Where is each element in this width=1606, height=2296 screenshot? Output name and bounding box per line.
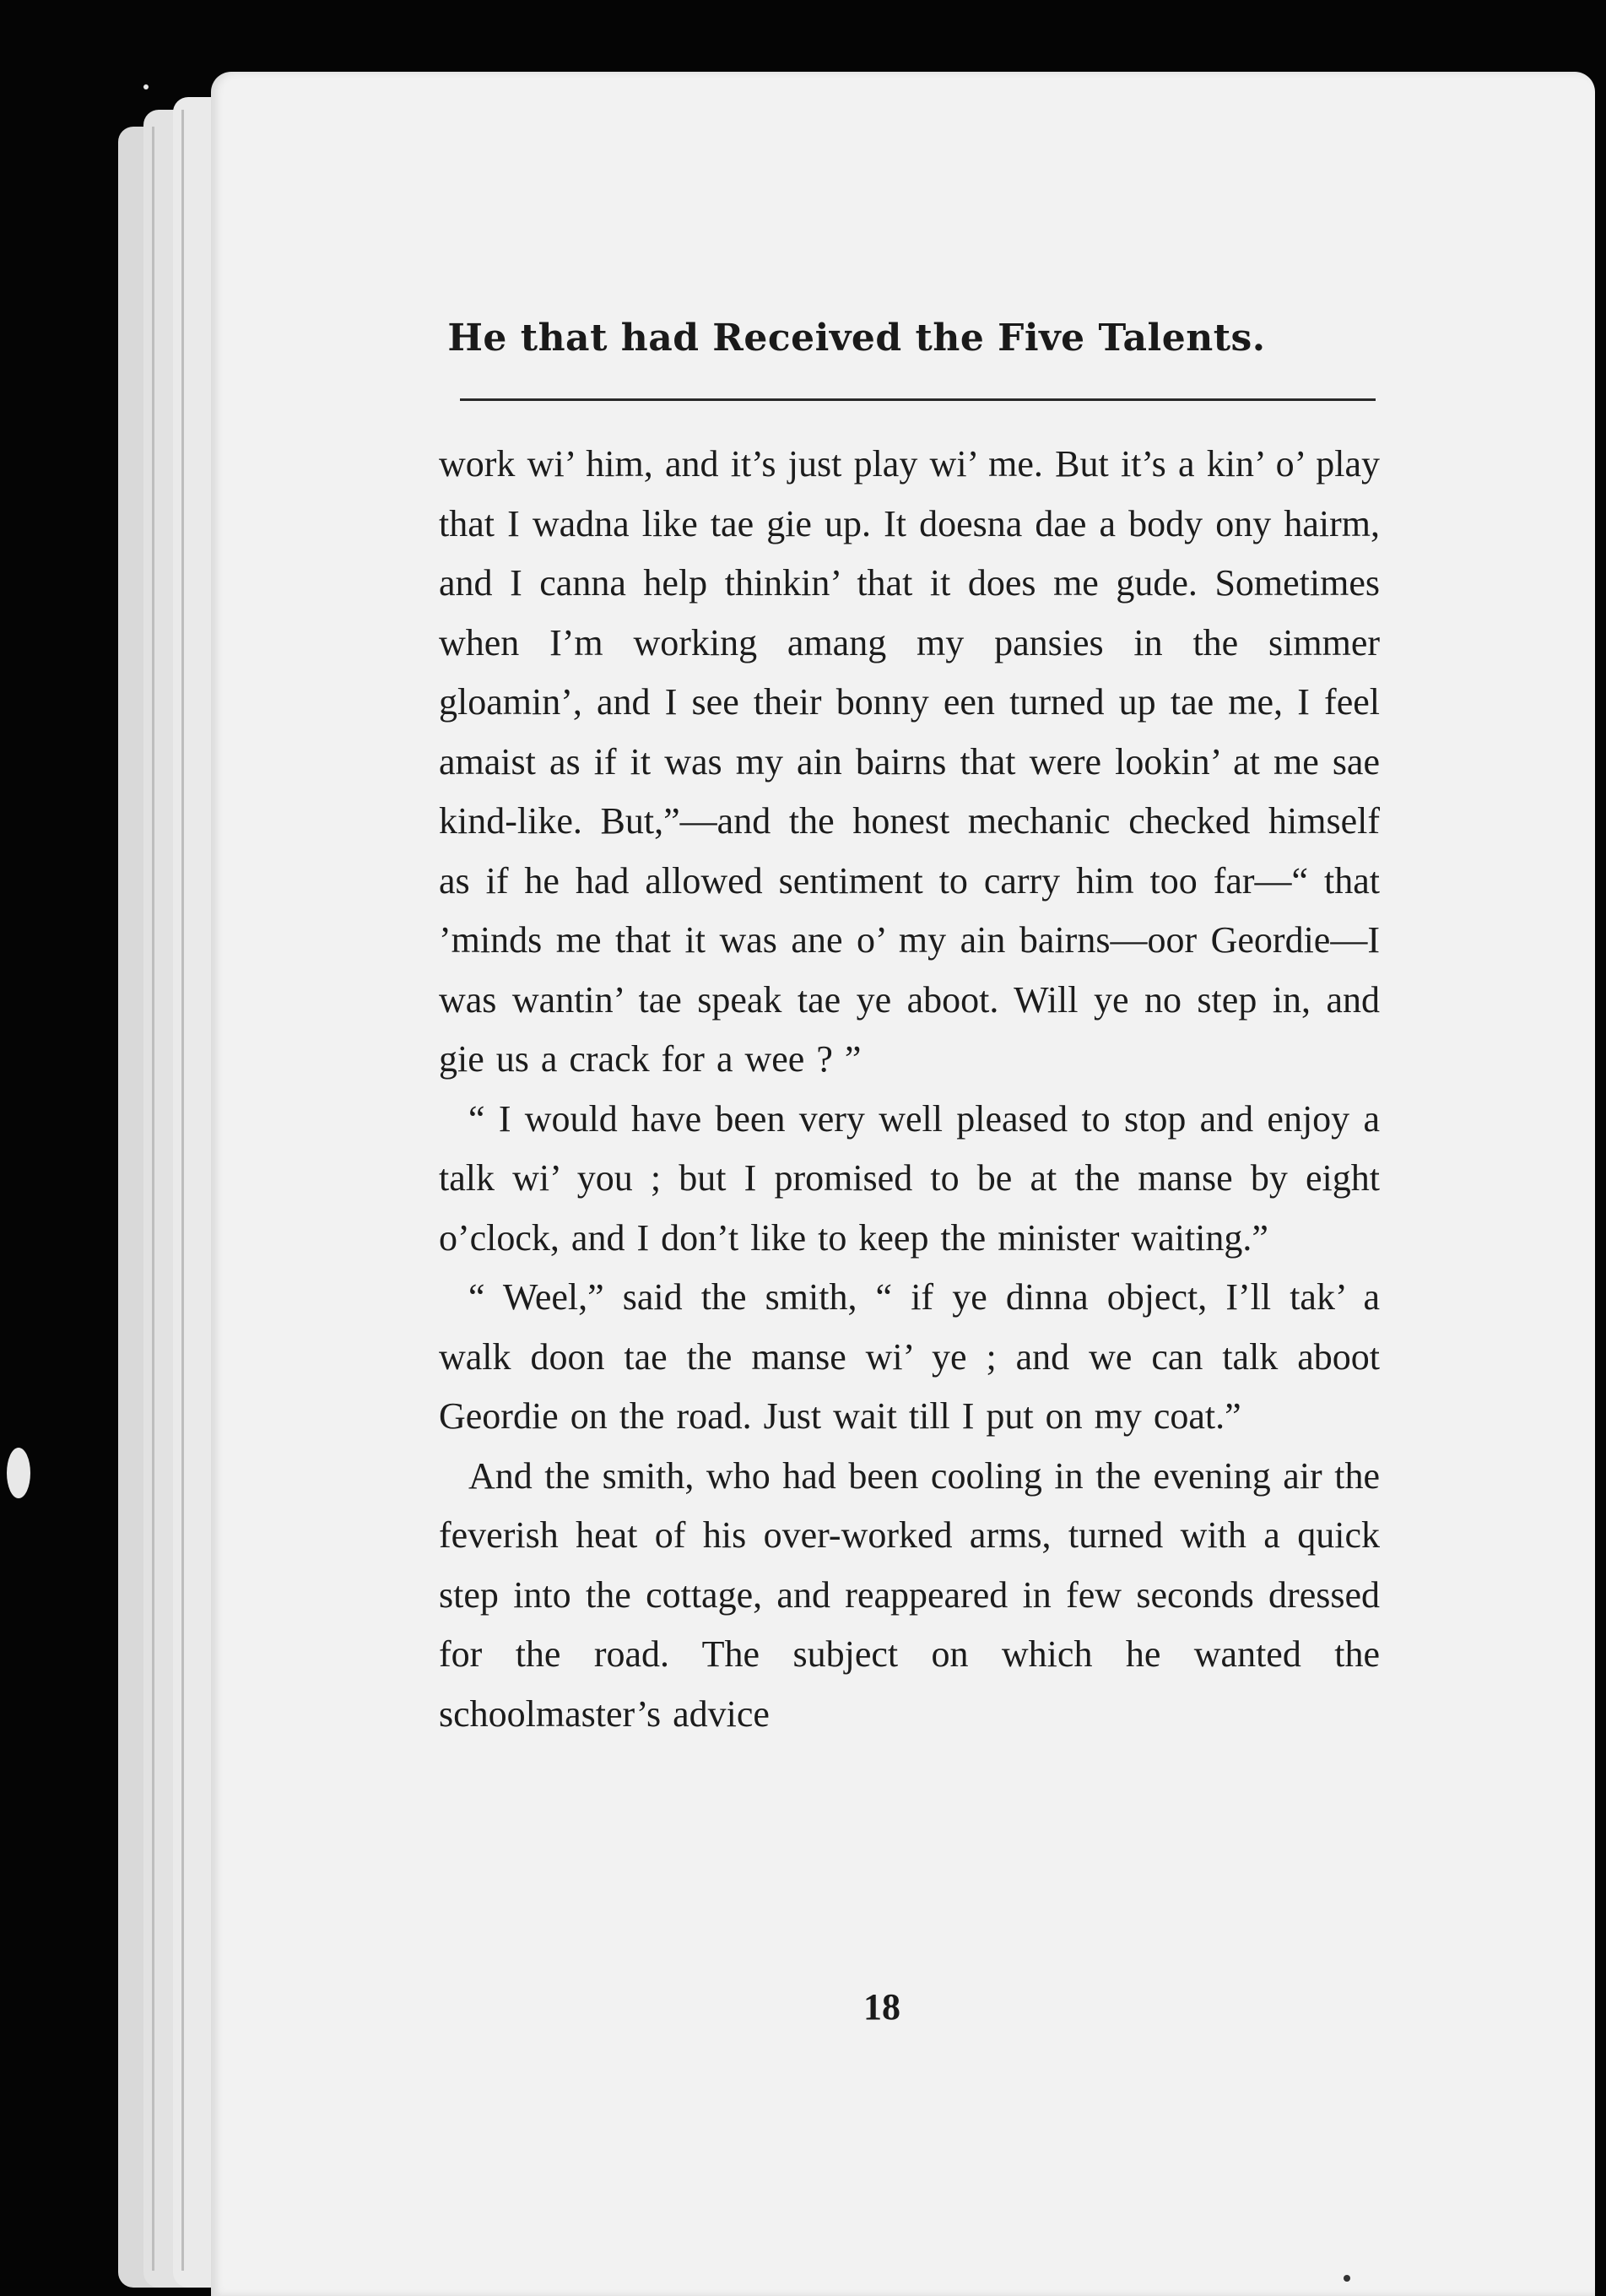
- page-edge-line: [152, 127, 154, 2271]
- scan-speck: [1344, 2275, 1350, 2282]
- page-edge-line: [181, 110, 184, 2271]
- paragraph: And the smith, who had been cooling in the evening air the feverish heat of his over-worked arms, turned with a quick step into the cottage, and reappeared in few seconds dressed for the road. The subject on which he wanted the schoolmaster’s advice: [439, 1454, 1380, 1735]
- running-header: He that had Received the Five Talents.: [447, 317, 1266, 360]
- page-number: 18: [863, 1986, 900, 2028]
- page-body: [439, 435, 1380, 1744]
- paragraph: “ Weel,” said the smith, “ if ye dinna object, I’ll tak’ a walk doon tae the manse wi’ ye ; and we can talk aboot Geordie on the road. Just wait till I put on my coat.”: [439, 1276, 1380, 1437]
- paragraph: “ I would have been very well pleased to stop and enjoy a talk wi’ you ; but I promised to be at the manse by eight o’clock, and I don’t like to keep the minister waiting.”: [439, 1097, 1380, 1259]
- scan-speck: [143, 84, 149, 89]
- paragraph: work wi’ him, and it’s just play wi’ me. But it’s a kin’ o’ play that I wadna like tae gie up. It doesna dae a body ony hairm, and I canna help thinkin’ that it does me gude. Sometimes when I’m working amang my pansies in the simmer gloamin’, and I see their bonny een turned up tae me, I feel amaist as if it was my ain bairns that were lookin’ at me sae kind-like. But,”—and the honest mechanic checked himself as if he had allowed sentiment to carry him too far—“ that ’minds me that it was ane o’ my ain bairns—oor Geordie—I was wantin’ tae speak tae ye aboot. Will ye no step in, and gie us a crack for a wee ? ”: [439, 443, 1380, 1080]
- scan-speck: [7, 1448, 30, 1498]
- header-rule: [460, 398, 1376, 401]
